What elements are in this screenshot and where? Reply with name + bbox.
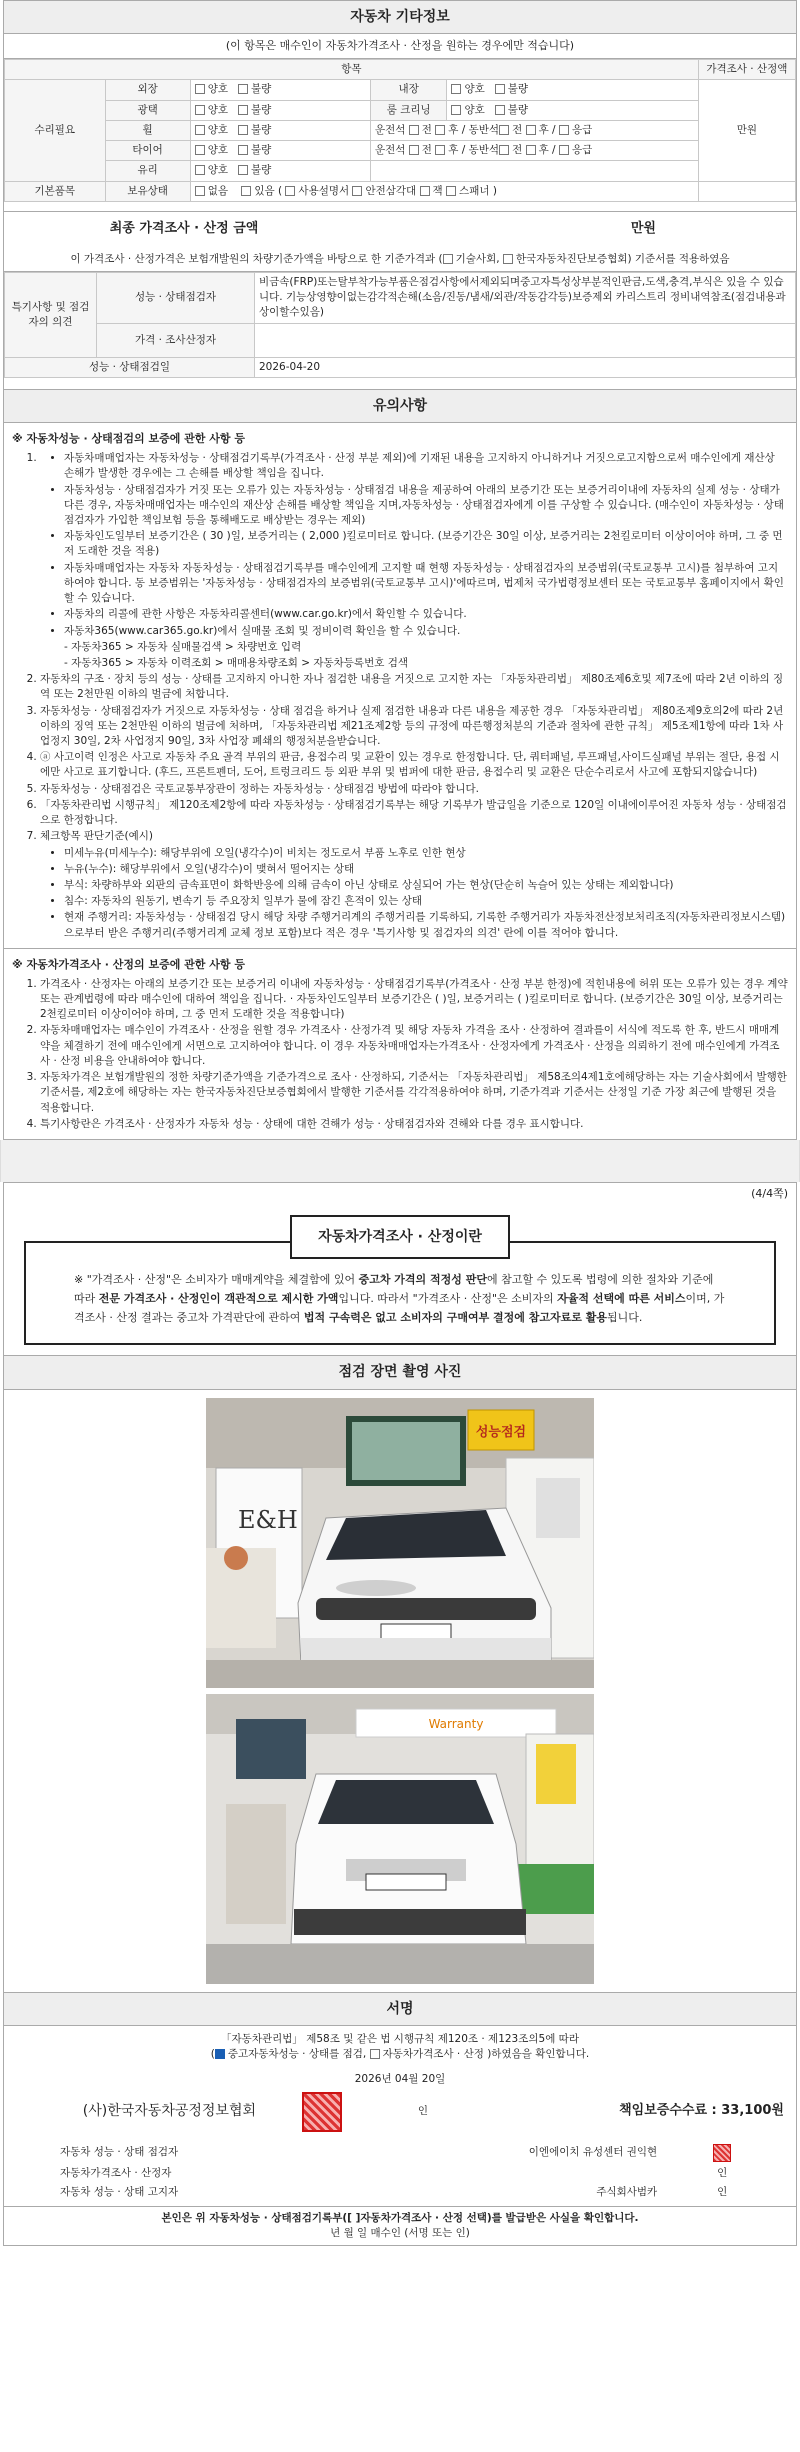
org-name: (사)한국자동차공정정보협회 — [82, 2103, 256, 2120]
sign-date: 2026년 04월 20일 — [354, 2073, 446, 2086]
checkbox[interactable] — [526, 145, 536, 155]
notice-item: 6. 「자동차관리법 시행규칙」 제120조제2항에 따라 자동차성능 · 상태점검기록부는 해당 기록부가 발급일을 기준으로 120일 이내에이루어진 자동차 성능 · 상태점검으로 한정합니다. — [40, 798, 788, 828]
notifier-label: 자동차 성능 · 상태 고지자 — [60, 2185, 179, 2198]
notice-item: 2. 자동차의 구조 · 장치 등의 성능 · 상태를 고지하지 아니한 자나 점검한 내용을 거짓으로 고지한 자는 「자동차관리법」 제80조제6호및 제7조에 따라 2년 이하의 징역 또는 2천만원 이하의 벌금에 처합니다. — [40, 672, 788, 702]
seal-stamp — [302, 2092, 342, 2132]
etc-title: 자동차 기타정보 — [4, 1, 796, 34]
owned-options: 없음 있음 ( 사용설명서 안전삼각대 잭 스패너 ) — [190, 181, 698, 201]
footer-sign: 년 월 일 매수인 (서명 또는 인) — [330, 2227, 470, 2240]
notice-title: 유의사항 — [4, 390, 796, 423]
page-number: (4/4쪽) — [751, 1187, 788, 1200]
basic-items-label: 기본품목 — [5, 181, 106, 201]
final-amount-label: 최종 가격조사 · 산정 금액 — [109, 221, 259, 237]
checkbox[interactable] — [559, 125, 569, 135]
signature-section — [4, 2026, 796, 2202]
checkbox[interactable] — [241, 186, 251, 196]
checkbox[interactable] — [238, 105, 248, 115]
explain-box: ※ "가격조사 · 산정"은 소비자가 매매계약을 체결함에 있어 중고차 가격의 적정성 판단에 참고할 수 있도록 법령에 의한 절차와 기준에 따라 전문 가격조사 · 산정인이 객관적으로 제시한 가액입니다. 따라서 "가격조사 · 산정"은 소비자의 자율적 선택에 따른 서비스이며, 가격조사 · 산정 결과는 중고차 가격판단에 관하여 법적 구속력은 없고 소비자의 구매여부 결정에 참고자료로 활용됩니다. — [24, 1241, 776, 1345]
company: 주식회사범카 — [596, 2185, 658, 2198]
checkbox[interactable] — [370, 2049, 380, 2059]
checkbox[interactable] — [446, 186, 456, 196]
checkbox[interactable] — [435, 125, 445, 135]
pricer-in: 인 — [717, 2166, 728, 2179]
photos-title: 점검 장면 촬영 사진 — [4, 1355, 796, 1389]
inspection-photo-front — [206, 1398, 594, 1688]
checkbox[interactable] — [420, 186, 430, 196]
date-value: 2026-04-20 — [255, 357, 796, 377]
checkbox[interactable] — [195, 84, 205, 94]
inspector-label: 자동차 성능 · 상태 점검자 — [60, 2145, 179, 2158]
checkbox[interactable] — [503, 254, 513, 264]
checkbox[interactable] — [559, 145, 569, 155]
final-note: 이 가격조사 · 산정가격은 보험개발원의 차량기준가액을 바탕으로 한 기준가격과 ( 기술사회, 한국자동차진단보증협회) 기준서를 적용하였음 — [4, 248, 796, 272]
date-label: 성능 · 상태점검일 — [5, 357, 255, 377]
checkbox[interactable] — [285, 186, 295, 196]
checkbox[interactable] — [352, 186, 362, 196]
box-title: 자동차가격조사 · 산정이란 — [290, 1215, 510, 1259]
tire-position: 운전석 전 후 / 동반석 전 후 / 응급 — [370, 141, 698, 161]
checkbox[interactable] — [195, 186, 205, 196]
col-price: 가격조사 · 산정액 — [698, 60, 795, 80]
checkbox[interactable] — [495, 105, 505, 115]
signers-table — [56, 2142, 747, 2202]
checkbox[interactable] — [409, 125, 419, 135]
row-glass: 유리 — [105, 161, 190, 181]
pricer-label: 자동차가격조사 · 산정자 — [60, 2166, 172, 2179]
notice-item: 2. 자동차매매업자는 매수인이 가격조사 · 산정을 원할 경우 가격조사 · 산정가격 및 해당 자동차 가격을 조사 · 산정하여 결과를이 서식에 적도록 한 후, 반드시 매매계약을 체결하기 전에 매수인에게 서면으로 고지하여야 합니다. 이 경우 자동차매매업자는가격조사 · 산정자에게 가격조사 · 산정을 의뢰하기 전에 매수인에게 가격조사 · 산정 비용을 안내하여야 합니다. — [40, 1023, 788, 1069]
etc-table: 항목 가격조사 · 산정액 수리필요 외장 양호 불량 내장 양호 불량 만원 광택 양호 불량 룸 크리닝 양호 불량 휠 양호 불량 운전석 전 후 / 동반석 전 후 / 응급 타이어 양호 불량 운전석 전 후 / 동반석 전 후 / 응급 유리 양호 불량 기본품목 보유상태 없음 있음 ( 사용설명서 안전삼각대 잭 스패너 ) — [4, 59, 796, 202]
org-seal — [302, 2092, 342, 2132]
checkbox[interactable] — [195, 105, 205, 115]
checkbox[interactable] — [451, 105, 461, 115]
notice-item: 1. 가격조사 · 산정자는 아래의 보증기간 또는 보증거리 이내에 자동차성능 · 상태점검기록부(가격조사 · 산정 부분 한정)에 적힌내용에 허위 또는 오류가 있는 경우 계약 또는 관계법령에 따라 매수인에 대하여 책임을 집니다. · 자동차인도일부터 보증기간은 ( )일, 보증거리는 ( )킬로미터로 합니다. (보증기간은 30일 이상, 보증거리는 2천킬로미터 이상이어야 하며, 그 중 먼저 도래한 것을 적용합니다) — [40, 977, 788, 1023]
fee: 책임보증수수료 : 33,100원 — [619, 2103, 784, 2119]
notice-item: 4. ⓐ 사고이력 인정은 사고로 자동차 주요 골격 부위의 판금, 용접수리 및 교환이 있는 경우로 한정합니다. 단, 쿼터패널, 루프패널,사이드실패널 부위는 절단, 용접 시에만 사고로 표기합니다. (후드, 프론트펜더, 도어, 트렁크리드 등 외판 부위 및 범퍼에 대한 판금, 용접수리 및 교환은 단순수리로서 사고에 포함되지않습니다) — [40, 750, 788, 780]
wheel-position: 운전석 전 후 / 동반석 전 후 / 응급 — [370, 120, 698, 140]
checkbox[interactable] — [409, 145, 419, 155]
notifier-in: 인 — [717, 2185, 728, 2198]
notice-item: 4. 특기사항란은 가격조사 · 산정자가 자동차 성능 · 상태에 대한 견해가 성능 · 상태점검자와 견해와 다를 경우 표시합니다. — [40, 1117, 788, 1132]
notice-body-1 — [4, 423, 796, 949]
svg-text:성능점검: 성능점검 — [475, 1424, 527, 1440]
notice-heading-2: ※ 자동차가격조사 · 산정의 보증에 관한 사항 등 — [12, 957, 245, 971]
price-cell: 만원 — [698, 80, 795, 181]
row-wheel: 휠 — [105, 120, 190, 140]
checkbox[interactable] — [238, 84, 248, 94]
row-exterior: 외장 — [105, 80, 190, 100]
checkbox[interactable] — [238, 165, 248, 175]
row-tire: 타이어 — [105, 141, 190, 161]
row-owned: 보유상태 — [105, 181, 190, 201]
perf-text: 비금속(FRP)또는탈부착가능부품은점검사항에서제외되며중고자특성상부분적인판금,도색,충격,부식은 있을 수 있습니다. 기능상영향이없는감각적손해(소음/진동/냄새/외관/작동감각등)보증제외 카리스트리 정비내역참조(점검내용과상이할수있음) — [255, 272, 796, 323]
inspector-name: 이엔에이치 유성센터 권익현 — [528, 2145, 658, 2158]
notice-item: 7. 체크항목 판단기준(예시) • 미세누유(미세누수): 해당부위에 오일(냉각수)이 비치는 정도로서 부품 노후로 인한 현상 • 누유(누수): 해당부위에서 오일(냉각수)이 맺혀서 떨어지는 상태 • 부식: 차량하부와 외판의 금속표면이 화학반응에 의해 금속이 아닌 상태로 상실되어 가는 현상(단순히 녹슬어 있는 상태는 제외합니다) • 침수: 자동차의 원동기, 변속기 등 주요장치 일부가 물에 잠긴 흔적이 있는 상태 • 현재 주행거리: 자동차성능 · 상태점검 당시 해당 차량 주행거리계의 주행거리를 기록하되, 기록한 주행거리가 자동차전산정보처리조직(자동차관리정보시스템)으로부터 받은 주행거리(주행거리계 교체 정보 포함)보다 적은 경우 '특기사항 및 점검자의 의견' 란에 이를 적어야 합니다. — [40, 829, 788, 941]
checkbox[interactable] — [238, 125, 248, 135]
checkbox[interactable] — [238, 145, 248, 155]
special-label: 특기사항 및 점검자의 의견 — [5, 272, 97, 357]
repair-needed-label: 수리필요 — [5, 80, 106, 181]
final-amount-won: 만원 — [630, 221, 656, 237]
checkbox[interactable] — [435, 145, 445, 155]
notice-item: • 1. 자동차매매업자는 자동차성능 · 상태점검기록부(가격조사 · 산정 부분 제외)에 기재된 내용을 고지하지 아니하거나 거짓으로고지함으로써 매수인에게 재산상 손해가 발생한 경우에는 그 손해를 배상할 책임을 집니다. • 자동차성능 · 상태점검자가 거짓 또는 오류가 있는 자동차성능 · 상태점검 내용을 제공하여 아래의 보증기간 또는 보증거리이내에 자동차의 실제 성능 · 상태가 다른 경우, 자동차매매업자는 매수인의 재산상 손해를 배상할 책임을 지며,자동차성능 · 상태점검자에게 이를 구상할 수 있습니다. (매수인이 자동차성능 · 상태점검자가 가입한 책임보험 등을 통해배도로 배상받는 경우는 제외) • 자동차인도일부터 보증기간은 ( 30 )일, 보증거리는 ( 2,000 )킬로미터로 합니다. (보증기간은 30일 이상, 보증거리는 2천킬로미터 이상이어야 하며, 그 중 먼저 도래한 것을 적용) • 자동차매매업자는 자동차 자동차성능 · 상태점검기록부를 매수인에게 고지할 때 현행 자동차성능 · 상태점검자의 보증범위(국토교통부 고시)를 첨부하여 고지하여야 합니다. 동 보증범위는 '자동차성능 · 상태점검자의 보증범위(국토교통부 고시)'에따르며, 법제처 국가법령정보센터 또는 국토교통부 홈페이지에서 확인할 수 있습니다. • 자동차의 리콜에 관한 사항은 자동차리콜센터(www.car.go.kr)에서 확인할 수 있습니다. • 자동차365(www.car365.go.kr)에서 실매물 조회 및 정비이력 확인을 할 수 있습니다. - 자동차365 > 자동차 실매물검색 > 차량번호 입력 - 자동차365 > 자동차 이력조회 > 매매용차량조회 > 자동차등록번호 검색 — [40, 451, 788, 671]
col-item: 항목 — [5, 60, 699, 80]
row-gloss: 광택 — [105, 100, 190, 120]
checkbox[interactable] — [499, 145, 509, 155]
footer-confirm: 본인은 위 자동차성능 · 상태점검기록부([ ]자동차가격조사 · 산정 선택)를 발급받은 사실을 확인합니다. — [161, 2211, 639, 2224]
page-3 — [3, 0, 797, 1140]
row-roomclean: 룸 크리닝 — [370, 100, 446, 120]
checkbox[interactable] — [195, 145, 205, 155]
notice-item: 3. 자동차가격은 보험개발원의 정한 차량기준가액을 기준가격으로 조사 · 산정하되, 기준서는 「자동차관리법」 제58조의4제1호에해당하는 자는 기술사회에서 발행한 기준서를, 제2호에 해당하는 자는 한국자동차진단보증협회에서 발행한 기준서를 각각적용하여야 하며, 기준가격과 기준서는 산정일 기준 가장 최근에 발행된 것을 적용합니다. — [40, 1070, 788, 1116]
checkbox[interactable] — [451, 84, 461, 94]
law-text: 「자동차관리법」 제58조 및 같은 법 시행규칙 제120조 · 제123조의5에 따라 — [221, 2032, 579, 2045]
confirm-line: ( 중고자동차성능 · 상태를 점검, 자동차가격조사 · 산정 )하였음을 확인합니다. — [210, 2048, 590, 2061]
sign-title: 서명 — [4, 1992, 796, 2026]
notice-item: 3. 자동차성능 · 상태점검자가 거짓으로 자동차성능 · 상태 점검을 하거나 실제 점검한 내용과 다른 내용을 제공한 경우 「자동차관리법」 제80조제9호의2에 따라 2년 이하의 징역 또는 2천만원 이하의 벌금에 처하며, 「자동차관리법 제21조제2항 등의 규정에 따른행정처분의 기준과 절차에 관한 규칙」 제5조제1항에 따라 1차 사업정지 30일, 2차 사업정지 90일, 3차 사업장 폐쇄의 행정처분을받습니다. — [40, 704, 788, 750]
checkbox[interactable] — [195, 165, 205, 175]
row-interior: 내장 — [370, 80, 446, 100]
footer — [4, 2206, 796, 2245]
svg-text:E&H: E&H — [238, 1505, 298, 1534]
notice-item: 5. 자동차성능 · 상태점검은 국토교통부장관이 정하는 자동차성능 · 상태점검 방법에 따라야 합니다. — [40, 782, 788, 797]
svg-text:Warranty: Warranty — [428, 1716, 484, 1731]
notice-body-2 — [4, 949, 796, 1139]
page-4 — [3, 1182, 797, 2246]
inspection-photo-rear — [206, 1694, 594, 1984]
notice-heading-1: ※ 자동차성능 · 상태점검의 보증에 관한 사항 등 — [12, 432, 245, 446]
checkbox[interactable] — [443, 254, 453, 264]
price-label: 가격 · 조사산정자 — [97, 323, 255, 357]
checkbox[interactable] — [495, 84, 505, 94]
perf-label: 성능 · 상태점검자 — [97, 272, 255, 323]
org-in: 인 — [417, 2104, 429, 2117]
final-amount-row — [4, 212, 796, 248]
etc-subtitle: (이 항목은 매수인이 자동차가격조사 · 산정을 원하는 경우에만 적습니다) — [4, 34, 796, 59]
checkbox[interactable] — [499, 125, 509, 135]
special-table — [4, 272, 796, 378]
org-row — [16, 2092, 784, 2132]
checkbox[interactable] — [526, 125, 536, 135]
seal-stamp-small — [713, 2144, 731, 2162]
checkbox[interactable] — [195, 125, 205, 135]
page-gap — [0, 1140, 800, 1182]
checkbox-checked[interactable] — [215, 2049, 225, 2059]
